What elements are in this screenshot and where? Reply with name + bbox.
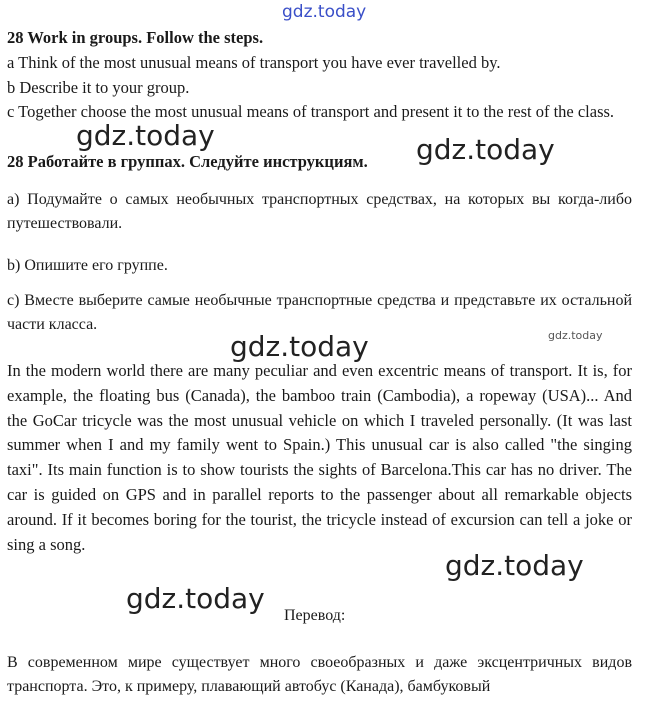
task-step-b-ru: b) Опишите его группе. <box>7 257 168 274</box>
task-step-c-ru: c) Вместе выберите самые необычные транспортные средства и представьте их остальной части класса. <box>7 292 632 333</box>
task-step-a-ru: a) Подумайте о самых необычных транспортных средствах, на которых вы когда-либо путешествовали. <box>7 191 632 232</box>
watermark-small: gdz.today <box>548 329 603 342</box>
answer-paragraph-ru: В современном мире существует много своеобразных и даже эксцентричных видов транспорта. Это, к примеру, плавающий автобус (Канада), бамбуковый <box>7 654 632 695</box>
task-step-b-en: b Describe it to your group. <box>7 78 190 97</box>
answer-paragraph-en: In the modern world there are many peculiar and even excentric means of transport. It is, for example, the floating bus (Canada), the bamboo train (Cambodia), a ropeway (USA)... And the GoCar tricycle was the most unusual vehicle on which I traveled personally. (It was last summer when I and my family went to Spain.) This unusual car is also called "the singing taxi". Its main function is to show tourists the sights of Barcelona.This car has no driver. The car is guided on GPS and in parallel reports to the passenger about all remarkable objects around. If it becomes boring for the tourist, the tricycle instead of excursion can tell a joke or sing a song. <box>7 361 632 554</box>
task-step-a-en: a Think of the most unusual means of transport you have ever travelled by. <box>7 53 501 72</box>
watermark-4: gdz.today <box>445 549 584 582</box>
watermark-3: gdz.today <box>230 330 369 363</box>
watermark-1: gdz.today <box>76 119 215 152</box>
task-heading-ru: 28 Работайте в группах. Следуйте инструкциям. <box>7 152 368 171</box>
task-step-c-en: c Together choose the most unusual means of transport and present it to the rest of the class. <box>7 102 615 121</box>
translation-label: Перевод: <box>284 607 346 624</box>
watermark-5: gdz.today <box>126 582 265 615</box>
task-heading-en: 28 Work in groups. Follow the steps. <box>7 28 264 47</box>
watermark-top: gdz.today <box>282 2 367 22</box>
watermark-2: gdz.today <box>416 133 555 166</box>
